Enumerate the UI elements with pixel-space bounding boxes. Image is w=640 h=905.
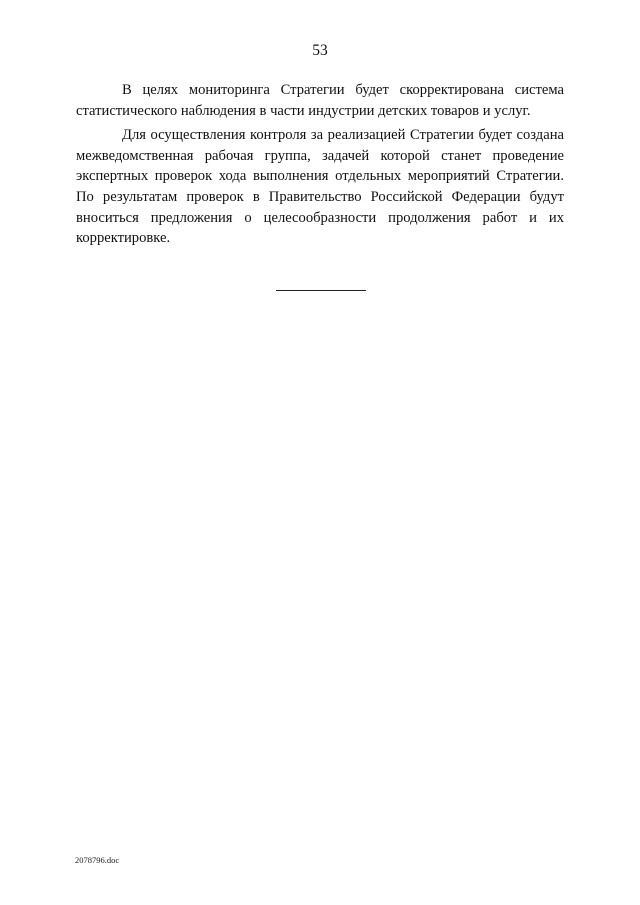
document-body: [76, 80, 564, 253]
end-divider: [276, 290, 366, 291]
footer-file-name: 2078796.doc: [75, 855, 120, 865]
page-number: 53: [312, 42, 328, 59]
paragraph-control: Для осуществления контроля за реализацией Стратегии будет создана межведомственная рабочая группа, задачей которой станет проведение экспертных проверок хода выполнения отдельных мероприятий Стратегии. По результатам проверок в Правительство Российской Федерации будут вноситься предложения о целесообразности продолжения работ и их корректировке.: [76, 127, 564, 247]
paragraph-monitoring: В целях мониторинга Стратегии будет скорректирована система статистического наблюдения в части индустрии детских товаров и услуг.: [76, 82, 564, 119]
